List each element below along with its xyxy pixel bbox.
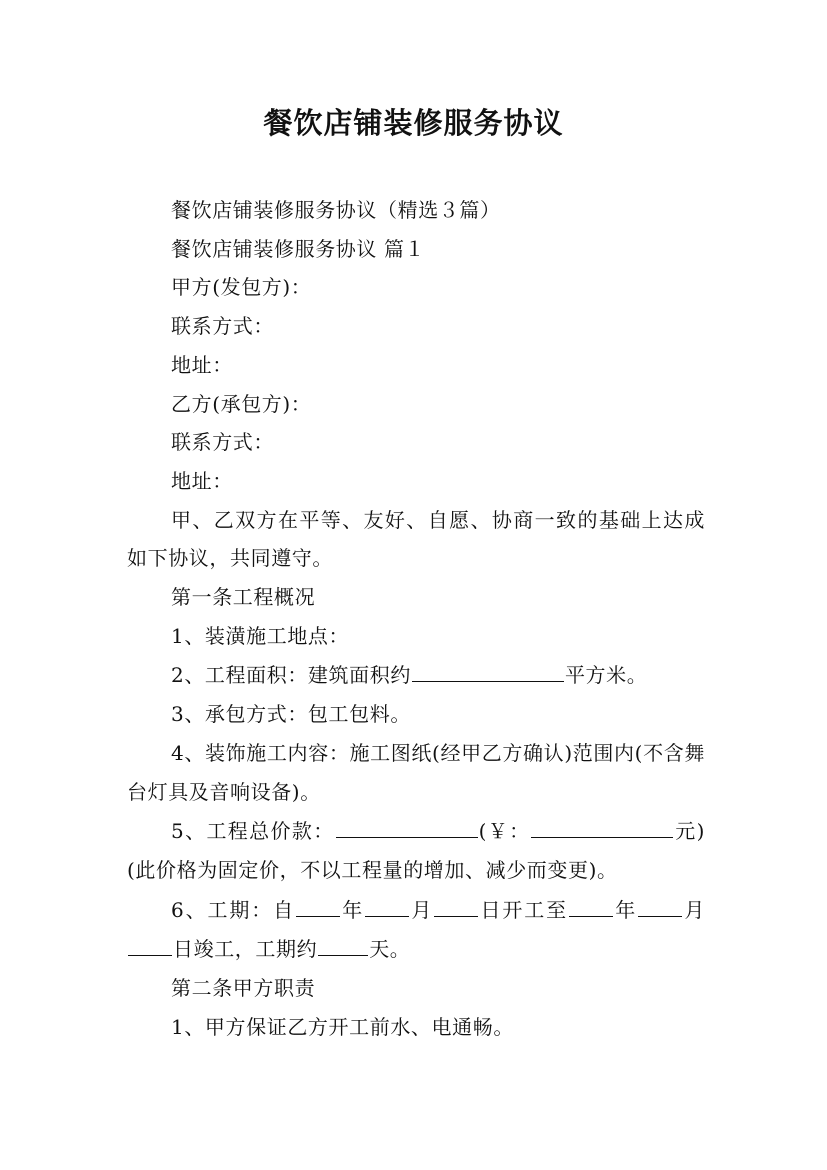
item-5-prefix: 5、工程总价款： [171, 819, 335, 844]
party-b-line: 乙方(承包方)： [171, 391, 312, 416]
party-a-line: 甲方(发包方)： [171, 275, 312, 300]
item-6-prefix: 6、工期：自 [171, 897, 295, 922]
duration-suffix: 天。 [369, 937, 411, 962]
start-day-blank [434, 890, 478, 917]
section-2-item-1: 1、甲方保证乙方开工前水、电通畅。 [171, 1014, 514, 1039]
document-body [127, 191, 705, 1046]
item-2-suffix: 平方米。 [564, 663, 648, 688]
party-a-contact: 联系方式： [171, 314, 274, 339]
month-label: 月 [683, 897, 705, 922]
price-words-blank [336, 811, 478, 838]
party-b-address: 地址： [171, 468, 233, 493]
start-year-blank [296, 890, 340, 917]
end-month-blank [638, 890, 682, 917]
intro-paragraph: 甲、乙双方在平等、友好、自愿、协商一致的基础上达成如下协议，共同遵守。 [127, 507, 705, 571]
item-6 [127, 890, 705, 969]
section-1-title: 第一条工程概况 [171, 585, 316, 610]
price-number-blank [531, 811, 673, 838]
end-day-blank [128, 929, 172, 956]
start-day-label: 日开工至 [479, 897, 568, 922]
year-label: 年 [340, 897, 365, 922]
document-title: 餐饮店铺装修服务协议 [263, 106, 564, 140]
item-3: 3、承包方式：包工包料。 [171, 702, 411, 727]
end-day-label: 日竣工，工期约 [173, 937, 318, 962]
party-a-address: 地址： [171, 352, 233, 377]
item-1: 1、装潢施工地点： [171, 623, 350, 648]
item-2-prefix: 2、工程面积：建筑面积约 [171, 663, 411, 688]
article-heading: 餐饮店铺装修服务协议 篇１ [171, 236, 426, 261]
year-label: 年 [613, 897, 638, 922]
item-5-mid: (￥： [478, 819, 531, 844]
subtitle: 餐饮店铺装修服务协议（精选３篇） [171, 198, 501, 222]
month-label: 月 [410, 897, 434, 922]
section-2-title: 第二条甲方职责 [171, 976, 316, 1001]
item-4: 4、装饰施工内容：施工图纸(经甲乙方确认)范围内(不含舞台灯具及音响设备)。 [127, 740, 705, 804]
item-2 [127, 655, 705, 695]
area-blank [412, 655, 564, 682]
end-year-blank [569, 890, 613, 917]
party-b-contact: 联系方式： [171, 430, 274, 455]
start-month-blank [365, 890, 409, 917]
duration-blank [318, 929, 368, 956]
item-5-suffix: 元)(此价格为固定价，不以工程量的增加、减少而变更)。 [127, 819, 705, 882]
item-5 [127, 811, 705, 889]
